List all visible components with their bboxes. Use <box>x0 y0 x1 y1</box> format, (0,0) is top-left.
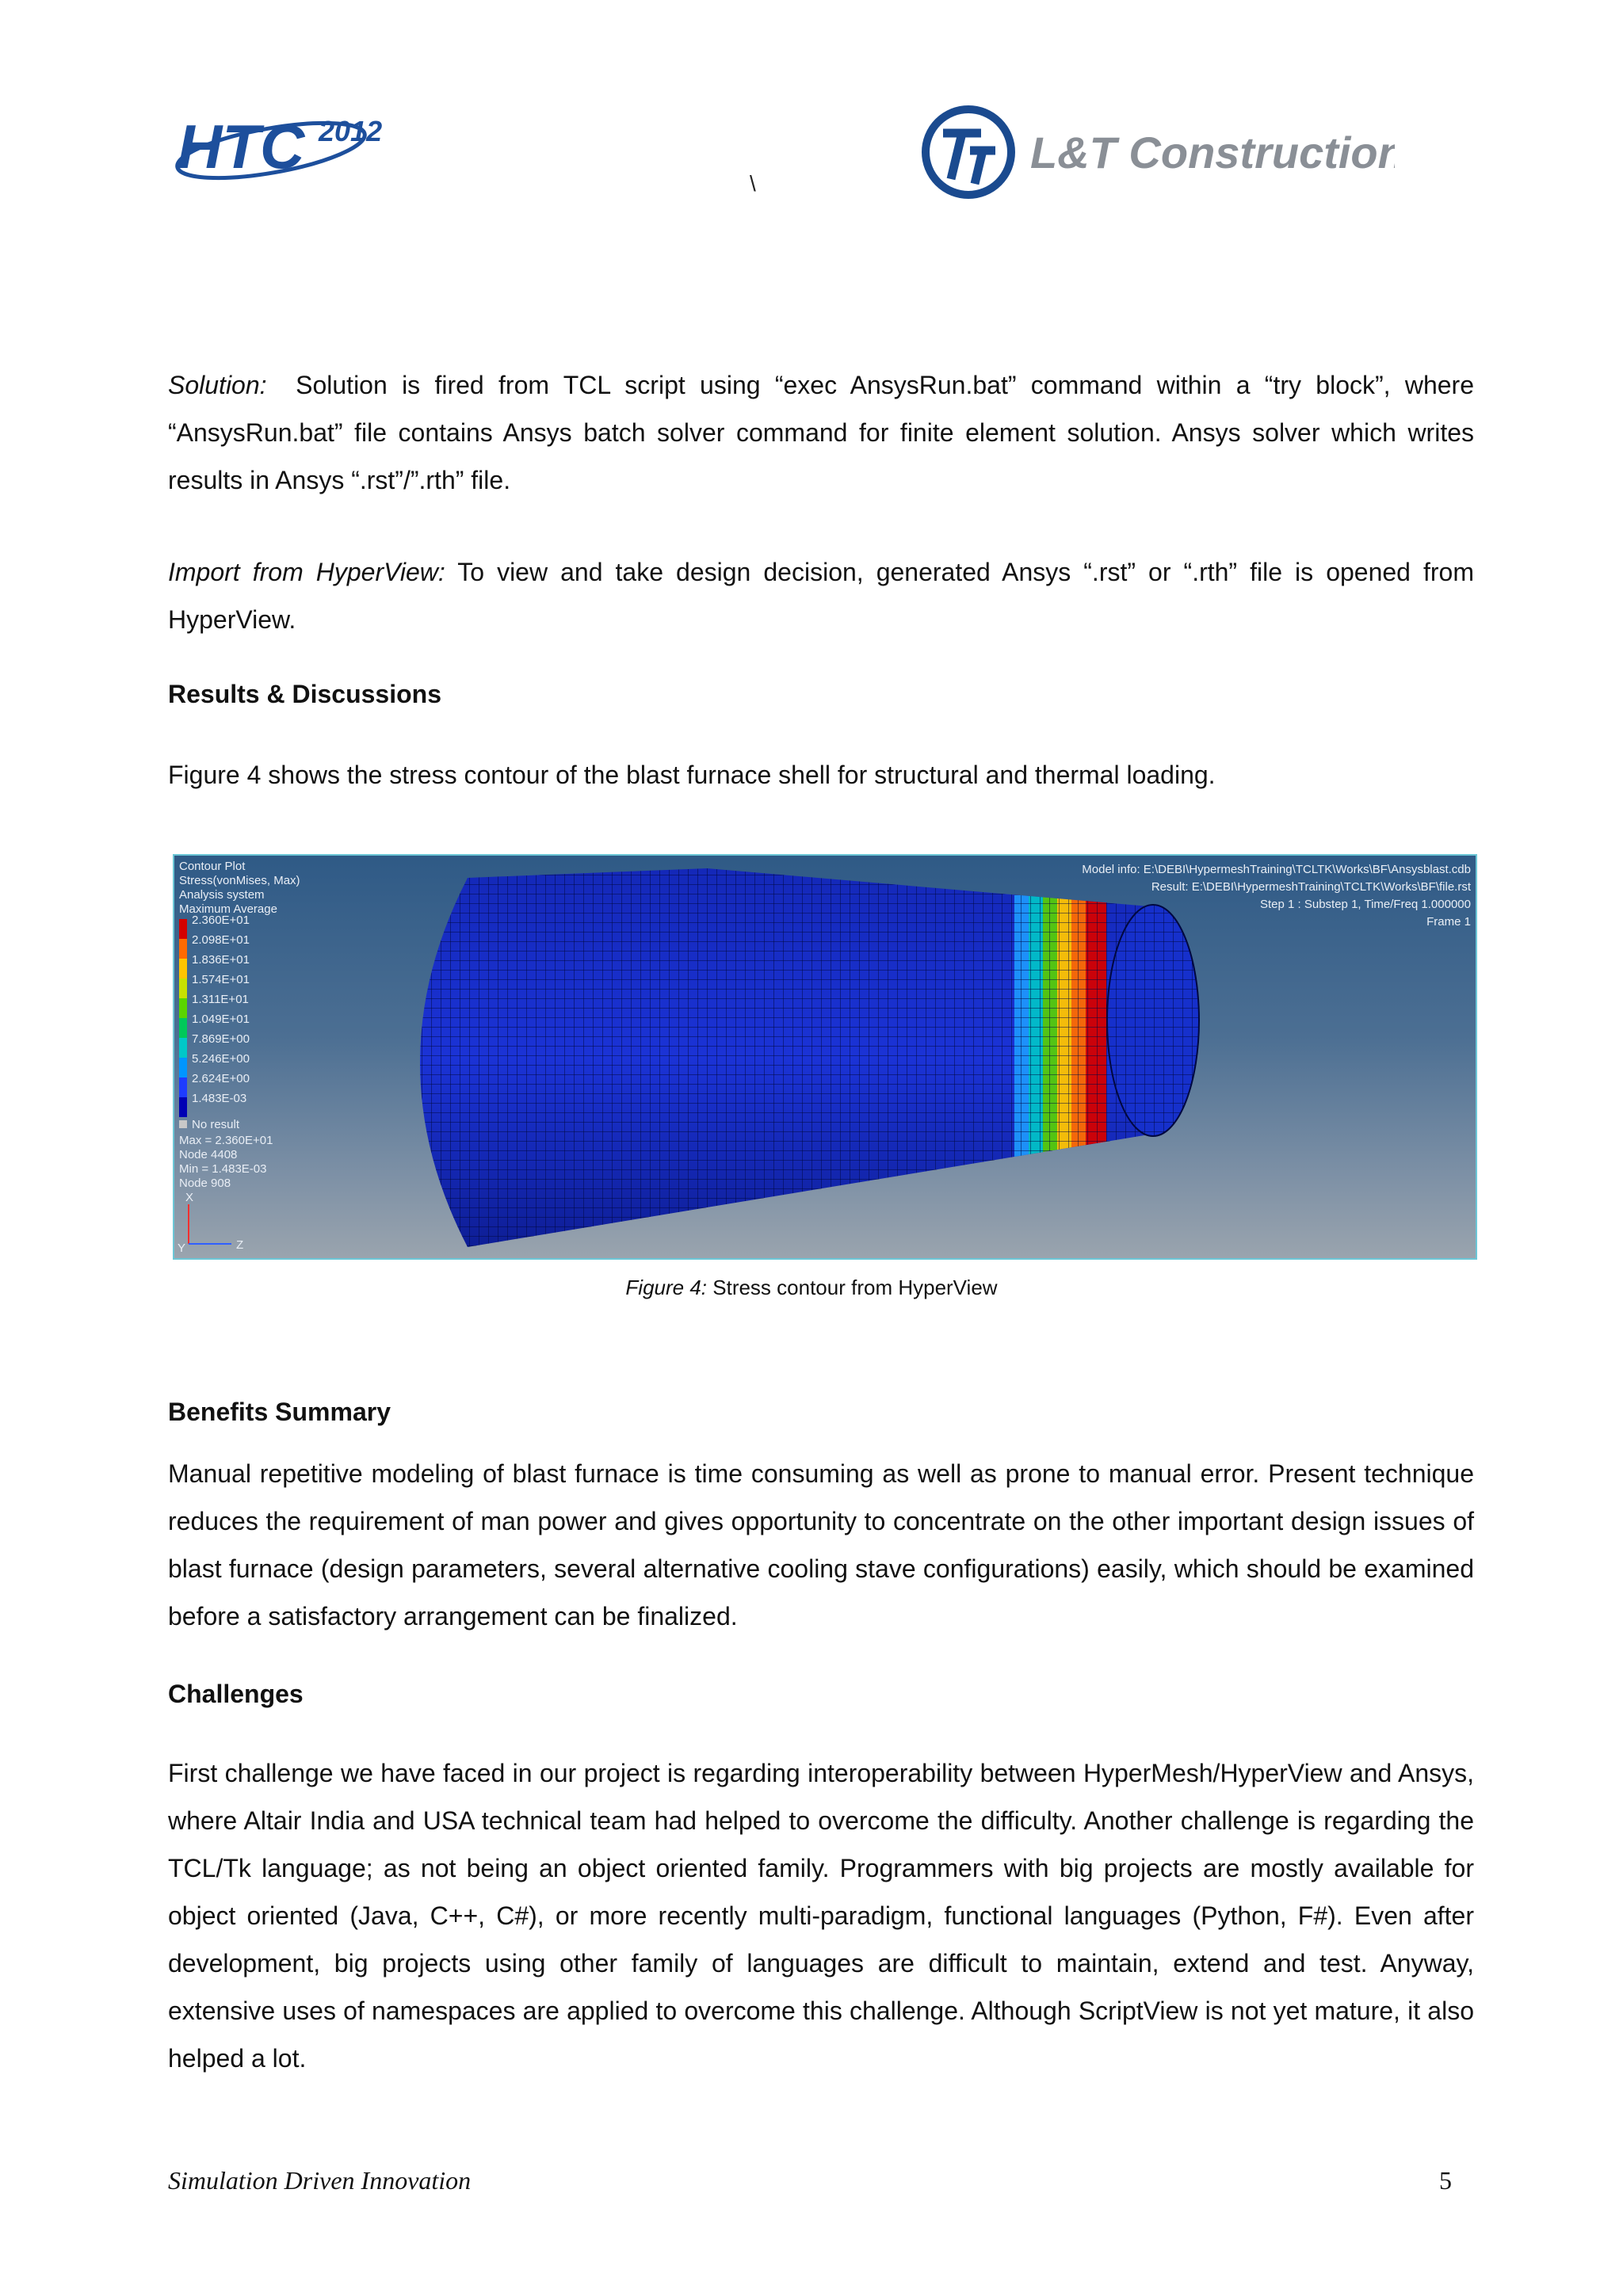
legend-swatch <box>179 1018 187 1038</box>
results-paragraph: Figure 4 shows the stress contour of the blast furnace shell for structural and thermal loading. <box>168 761 1216 789</box>
footer-title: Simulation Driven Innovation <box>168 2166 472 2195</box>
solution-paragraph <box>168 361 1474 504</box>
caption-text: Stress contour from HyperView <box>712 1276 998 1299</box>
caption-label: Figure 4: <box>625 1276 708 1299</box>
stress-contour-figure <box>173 854 1477 1260</box>
htc-logo-text: HTC <box>178 112 305 181</box>
import-label: Import from HyperView: <box>168 558 445 586</box>
legend-stat: Max = 2.360E+01 <box>179 1134 273 1147</box>
legend-swatch <box>179 919 187 939</box>
legend-stat: Node 4408 <box>179 1148 238 1161</box>
solution-text: Solution is fired from TCL script using “exec AnsysRun.bat” command within a “try block”, where “AnsysRun.bat” file contains Ansys batch solver command for finite element solution. Ansys solver which writes results in Ansys “.rst”/”.rth” file. <box>168 371 1474 494</box>
legend-title-line: Stress(vonMises, Max) <box>179 874 300 887</box>
info-line: Model info: E:\DEBI\HypermeshTraining\TCLTK\Works\BF\Ansysblast.cdb <box>1082 863 1471 876</box>
axis-x-label: X <box>185 1191 194 1204</box>
legend-value: 7.869E+00 <box>192 1032 250 1046</box>
legend-title-line: Maximum Average <box>179 902 277 916</box>
legend-value: 1.311E+01 <box>192 993 249 1006</box>
legend-swatch <box>179 1058 187 1077</box>
axis-y-label: Y <box>178 1241 186 1255</box>
contour-legend <box>179 860 300 1190</box>
axis-triad <box>178 1191 243 1255</box>
legend-value: 1.049E+01 <box>192 1013 250 1026</box>
legend-title-line: Analysis system <box>179 888 265 902</box>
legend-swatch <box>179 959 187 978</box>
import-text: To view and take design decision, generated Ansys “.rst” or “.rth” file is opened from HyperView. <box>168 558 1474 634</box>
benefits-heading: Benefits Summary <box>168 1398 391 1426</box>
legend-swatch <box>179 1077 187 1097</box>
legend-title-line: Contour Plot <box>179 860 246 873</box>
legend-value: 2.624E+00 <box>192 1072 250 1085</box>
lt-logo-text: L&T Construction <box>1030 128 1395 177</box>
info-line: Result: E:\DEBI\HypermeshTraining\TCLTK\Works\BF\file.rst <box>1151 880 1471 894</box>
figure-caption <box>0 1276 1623 1300</box>
axis-z-label: Z <box>236 1238 244 1252</box>
htc-logo-year: 2012 <box>319 115 383 147</box>
furnace-shell-mesh <box>372 856 1199 1260</box>
legend-value: 1.836E+01 <box>192 953 250 967</box>
legend-swatch <box>179 1097 187 1117</box>
header-separator: \ <box>750 171 756 196</box>
challenges-paragraph: First challenge we have faced in our project is regarding interoperability between HyperMesh/HyperView and Ansys, where Altair India and USA technical team had helped to overcome the difficulty. Another challenge is regarding the TCL/Tk language; as not being an object oriented family. Programmers with big projects are mostly available for object oriented (Java, C++, C#), or more recently multi-paradigm, functional languages (Python, F#). Even after development, big projects using other family of languages are difficult to maintain, extend and test. Anyway, extensive uses of namespaces are applied to overcome this challenge. Although ScriptView is not yet mature, it also helped a lot. <box>168 1759 1474 2073</box>
info-line: Step 1 : Substep 1, Time/Freq 1.000000 <box>1259 898 1471 911</box>
info-line: Frame 1 <box>1426 915 1471 929</box>
legend-value: 2.360E+01 <box>192 913 250 927</box>
challenges-heading: Challenges <box>168 1680 304 1708</box>
no-result-swatch <box>179 1120 187 1128</box>
benefits-paragraph: Manual repetitive modeling of blast furnace is time consuming as well as prone to manual error. Present technique reduces the requirement of man power and gives opportunity to concentrate on the other important design issues of blast furnace (design parameters, several alternative cooling stave configurations) easily, which should be examined before a satisfactory arrangement can be finalized. <box>168 1459 1474 1630</box>
legend-swatch <box>179 1038 187 1058</box>
legend-swatch <box>179 998 187 1018</box>
htc-2012-logo <box>168 95 406 198</box>
legend-swatch <box>179 978 187 998</box>
legend-value: 1.574E+01 <box>192 973 250 986</box>
legend-value: 5.246E+00 <box>192 1052 250 1066</box>
lt-construction-logo <box>919 101 1395 204</box>
legend-stat: Node 908 <box>179 1177 231 1190</box>
page-number: 5 <box>1439 2166 1452 2195</box>
legend-swatch <box>179 939 187 959</box>
legend-no-result: No result <box>192 1118 240 1131</box>
legend-value: 2.098E+01 <box>192 933 250 947</box>
legend-value: 1.483E-03 <box>192 1092 247 1105</box>
import-paragraph <box>168 548 1474 643</box>
legend-stat: Min = 1.483E-03 <box>179 1162 267 1176</box>
results-heading: Results & Discussions <box>168 680 441 708</box>
solution-label: Solution: <box>168 371 267 399</box>
